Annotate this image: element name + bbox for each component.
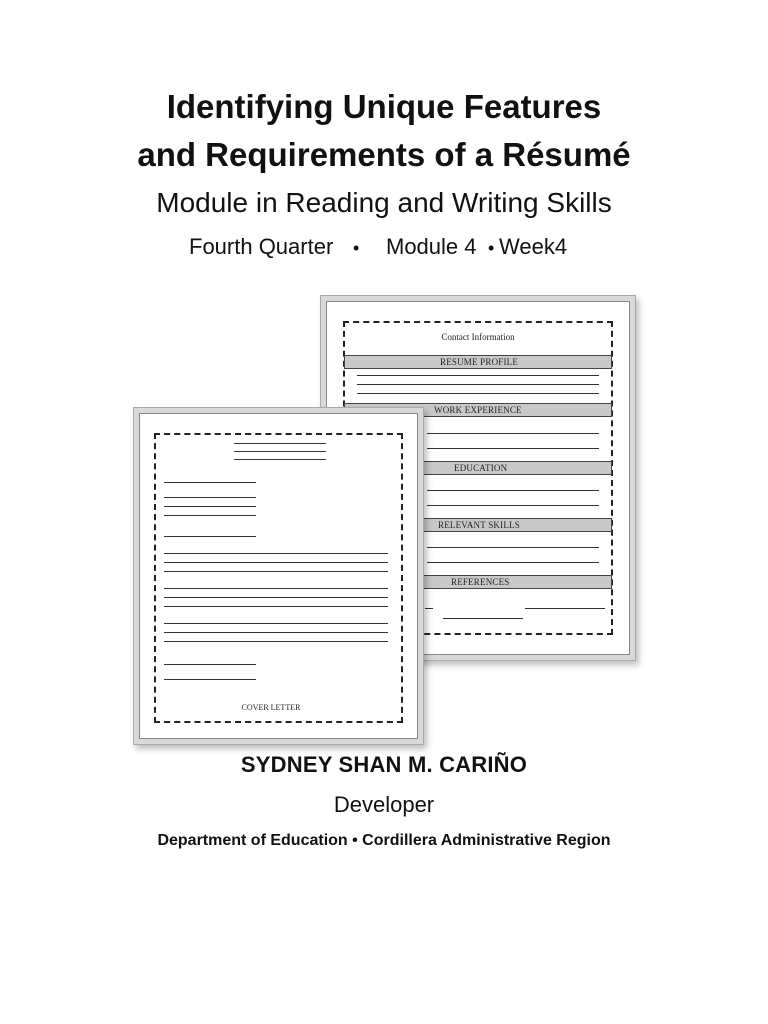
text-line [164,571,388,572]
text-line [357,393,599,394]
text-line [427,547,599,548]
cover-letter-illustration [139,413,418,739]
text-line [164,632,388,633]
text-line [425,608,433,609]
text-line [427,433,599,434]
text-line [357,375,599,376]
separator-dot: • [488,238,495,258]
text-line [164,623,388,624]
quarter-label: Fourth Quarter [189,234,334,259]
text-line [525,608,605,609]
author-role: Developer [333,792,435,817]
section-label: RELEVANT SKILLS [438,520,520,530]
section-label: WORK EXPERIENCE [434,405,522,415]
text-line [164,641,388,642]
text-line [427,490,599,491]
text-line [164,515,256,516]
text-line [164,506,256,507]
module-subtitle: Module in Reading and Writing Skills [156,187,612,218]
cover-letter-label: COVER LETTER [241,703,301,712]
text-line [164,664,256,665]
text-line [234,459,326,460]
text-line [164,497,256,498]
section-label: REFERENCES [451,577,510,587]
week-label: Week4 [499,234,568,259]
separator-dot: • [353,238,360,258]
text-line [164,588,388,589]
organization: Department of Education • Cordillera Administrative Region [157,832,611,849]
title-line-2: and Requirements of a Résumé [137,136,631,173]
text-line [234,443,326,444]
text-line [357,384,599,385]
text-line [164,606,388,607]
text-line [443,618,523,619]
module-label: Module 4 [386,234,477,259]
text-line [164,536,256,537]
section-label: EDUCATION [454,463,508,473]
text-line [164,482,256,483]
text-line [164,597,388,598]
text-line [164,562,388,563]
text-line [164,679,256,680]
title-line-1: Identifying Unique Features [166,88,602,125]
text-line [164,553,388,554]
resume-section-bar [344,355,612,369]
quarter-info [0,234,768,264]
text-line [234,451,326,452]
contact-information-label: Contact Information [441,332,515,342]
section-label: RESUME PROFILE [440,357,519,367]
author-name: SYDNEY SHAN M. CARIÑO [240,752,528,777]
text-line [427,562,599,563]
text-line [427,448,599,449]
text-line [427,505,599,506]
